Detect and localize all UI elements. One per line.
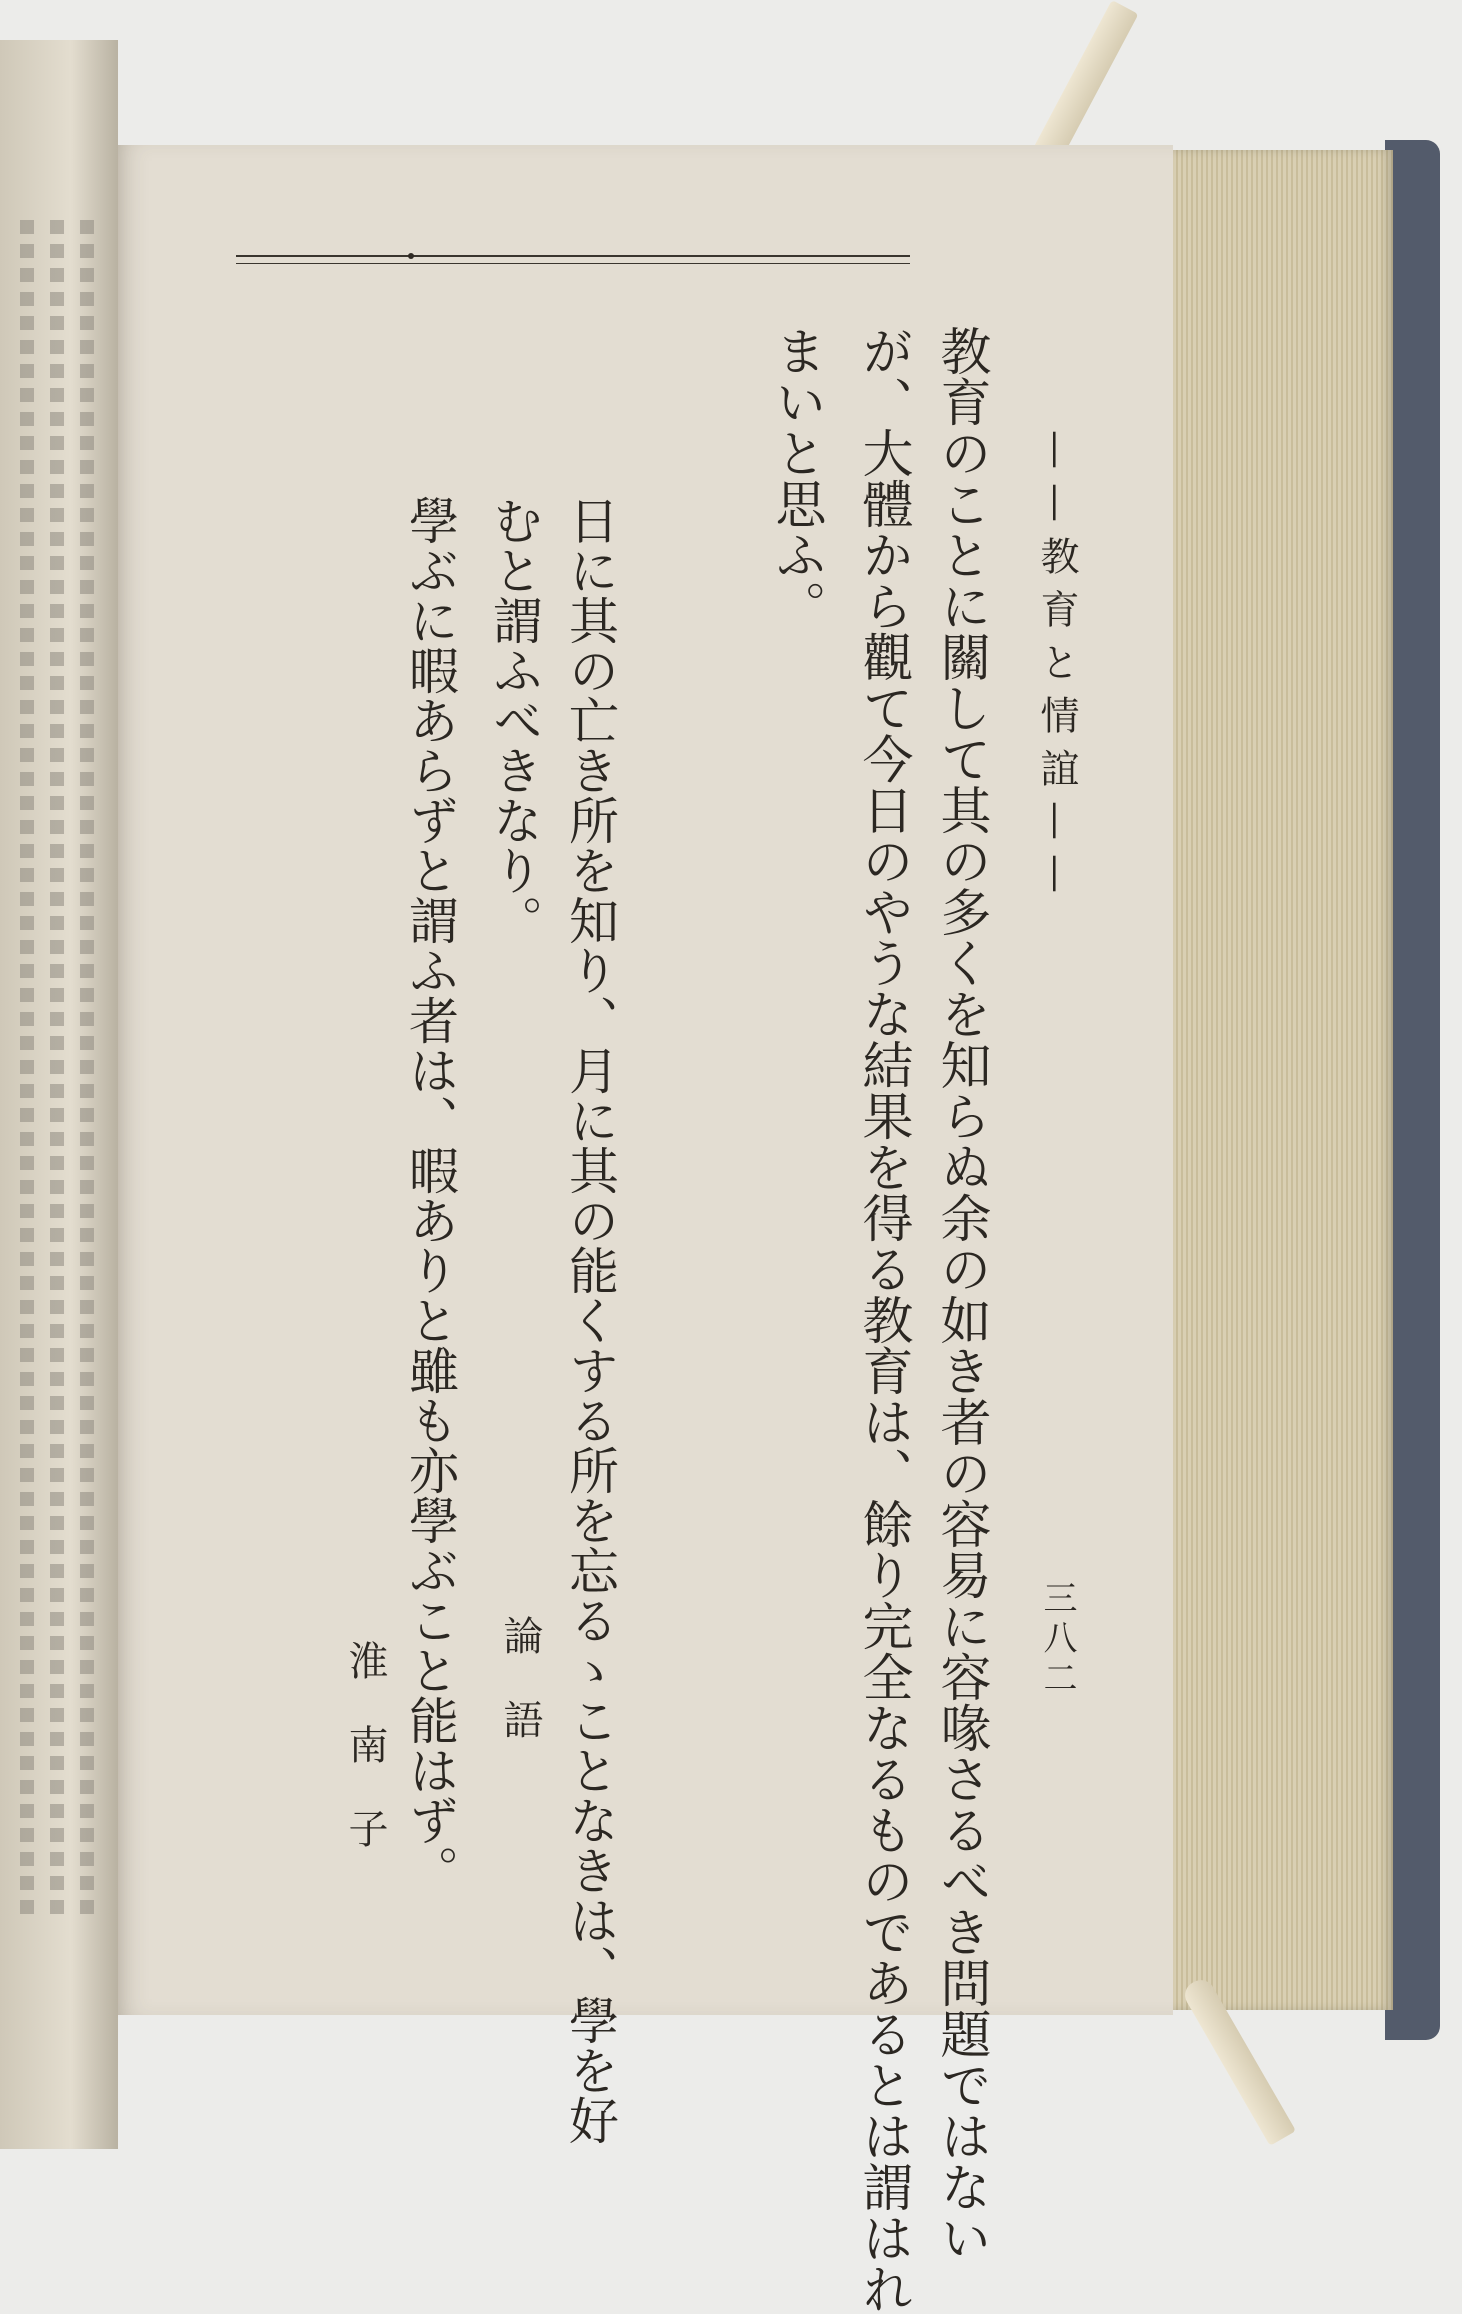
top-rule: [236, 255, 910, 264]
paragraph-line-2: が、大體から觀て今日のやうな結果を得る教育は、餘り完全なるものであるとは謂はれ: [853, 325, 912, 2314]
quote-1-line-1: 日に其の亡き所を知り、月に其の能くする所を忘るゝことなきは、學を好: [561, 495, 619, 2145]
quote-2-line-1: 學ぶに暇あらずと謂ふ者は、暇ありと雖も亦學ぶこと能はず。: [401, 495, 459, 1895]
page-number: 三八二: [1037, 1580, 1077, 1700]
rule-ornament: [408, 253, 414, 259]
running-header: ——教育と情誼——: [1034, 430, 1079, 907]
page-block-edge: [1173, 150, 1393, 2010]
previous-page-text-bleed: [80, 220, 94, 1920]
quote-2-source: 淮南子: [342, 1640, 388, 1892]
quote-1-line-2: むと謂ふべきなり。: [485, 495, 543, 945]
book-page: [118, 145, 1173, 2015]
previous-page-text-bleed: [20, 220, 34, 1920]
paragraph-line-3: まいと思ふ。: [766, 325, 825, 631]
paragraph-line-1: 教育のことに關して其の多くを知らぬ余の如き者の容易に容喙さるべき問題ではない: [931, 325, 990, 2263]
previous-page-edge: [0, 40, 118, 2149]
book-cover: [1385, 140, 1440, 2040]
previous-page-text-bleed: [50, 220, 64, 1920]
quote-1-source: 論語: [497, 1615, 543, 1783]
